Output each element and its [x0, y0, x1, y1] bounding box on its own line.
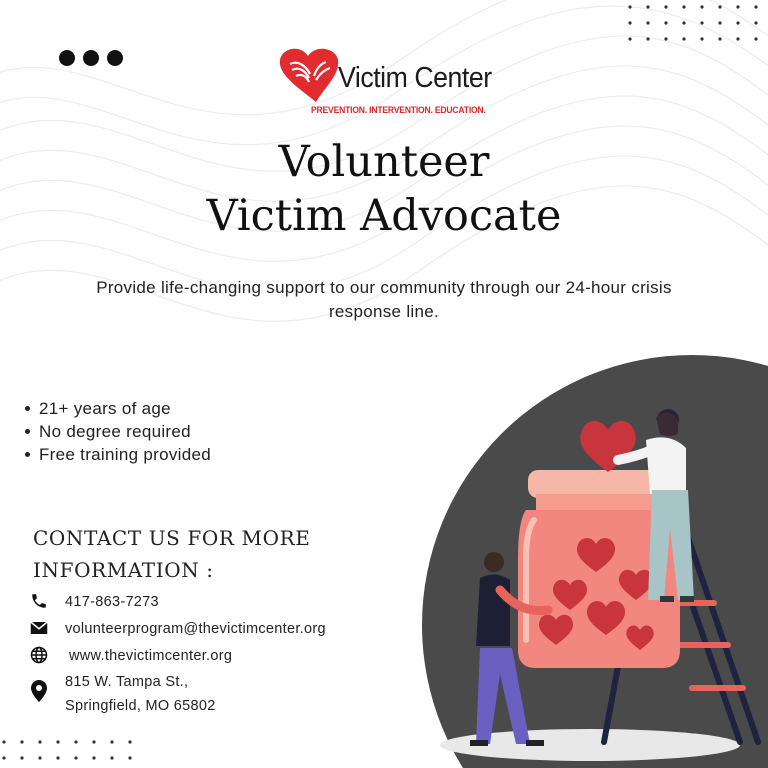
page-title-line-2: Victim Advocate	[206, 191, 562, 241]
contact-heading: CONTACT US FOR MORE INFORMATION :	[33, 526, 311, 582]
list-item: Free training provided	[22, 443, 211, 466]
brand-name: Victim Center	[338, 62, 492, 94]
subtitle: Provide life-changing support to our community through our 24-hour crisis response line.	[96, 278, 672, 321]
address-line-1: 815 W. Tampa St.,	[65, 674, 189, 690]
address-line-2: Springfield, MO 65802	[65, 698, 216, 714]
list-item: No degree required	[22, 420, 211, 443]
phone-number[interactable]: 417-863-7273	[65, 594, 159, 610]
website-link[interactable]: www.thevictimcenter.org	[69, 648, 233, 664]
list-item: 21+ years of age	[22, 397, 211, 420]
brand-tagline: PREVENTION. INTERVENTION. EDUCATION.	[311, 105, 486, 116]
page-title-line-1: Volunteer	[278, 137, 490, 187]
email-link[interactable]: volunteerprogram@thevictimcenter.org	[65, 621, 326, 637]
